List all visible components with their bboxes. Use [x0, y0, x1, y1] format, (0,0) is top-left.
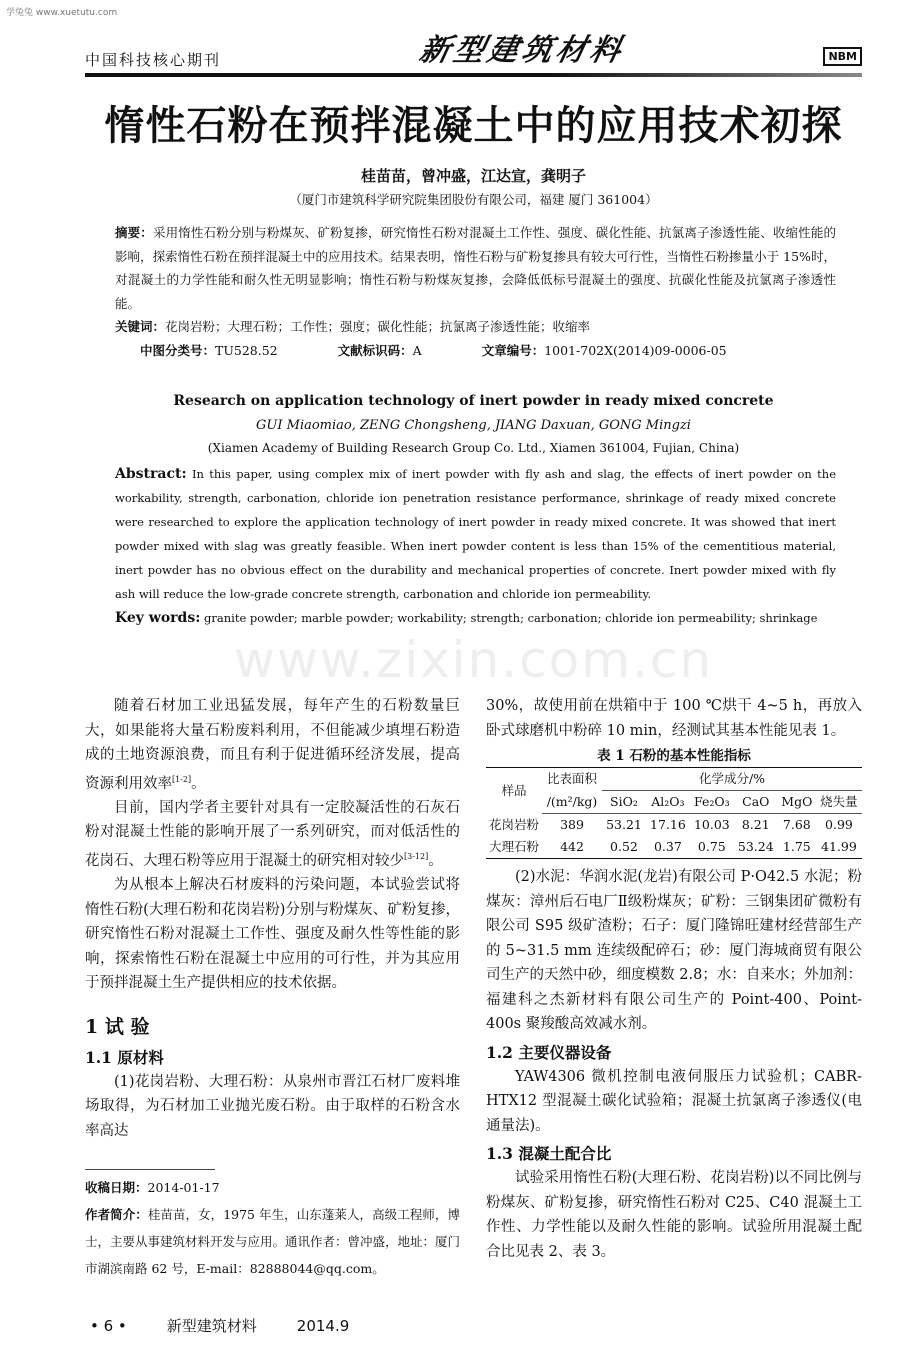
doc-label: 文献标识码： [337, 342, 413, 358]
row-sample: 大理石粉 [488, 839, 539, 854]
row-value: 10.03 [693, 817, 730, 832]
table-stone-powder-properties [486, 767, 862, 859]
page-number: • 6 • [90, 1317, 127, 1336]
header-chem-col: Al₂O₃ [646, 791, 690, 814]
article-number [482, 339, 727, 363]
affiliation: （厦门市建筑科学研究院集团股份有限公司，福建 厦门 361004） [289, 192, 658, 207]
article-label: 文章编号： [481, 342, 545, 358]
row-value: 53.24 [737, 839, 774, 854]
row-value: 0.52 [610, 839, 638, 854]
received-date [85, 1174, 460, 1201]
header-rule [85, 73, 862, 77]
header-chem-col: MgO [778, 791, 816, 814]
paragraph-text: 目前，国内学者主要针对具有一定胶凝活性的石灰石粉对混凝土性能的影响开展了一系列研究，而对低活性的花岗石、大理石粉等应用于混凝土的研究相对较少 [85, 799, 460, 869]
section-heading-1-2: 1.2 主要仪器设备 [486, 1042, 612, 1062]
intro-paragraph-2: 目前，国内学者主要针对具有一定胶凝活性的石灰石粉对混凝土性能的影响开展了一系列研究，而对低活性的花岗石、大理石粉等应用于混凝土的研究相对较少[3-12]。 [85, 799, 460, 869]
header-chem-col: SiO₂ [602, 791, 646, 814]
received-value: 2014-01-17 [147, 1180, 220, 1196]
row-value: 1.75 [782, 839, 811, 854]
row-value: 0.99 [825, 817, 853, 832]
header-chem-col: 烧失量 [816, 791, 862, 814]
keywords-cn [115, 315, 836, 339]
english-keywords [115, 606, 836, 630]
article-value: 1001-702X(2014)09-0006-05 [544, 342, 727, 358]
english-abstract [115, 462, 836, 606]
table-row [486, 836, 862, 859]
right-column [486, 694, 862, 1336]
materials-paragraph-2: (2)水泥：华润水泥(龙岩)有限公司 P·O42.5 水泥；粉煤灰：漳州后石电厂Ⅱ级粉煤灰；矿粉：三钢集团矿微粉有限公司 S95 级矿渣粉；石子：厦门隆锦旺建材经营部生产的 5~31.5 mm 连续级配碎石；砂：厦门海城商贸有限公司生产的天然中砂，细度模数 2.8；水：自来水；外加剂：福建科之杰新材料有限公司生产的 Point-400、Point-400s 聚羧酸高效减水剂。 [486, 869, 862, 1032]
row-value: 53.21 [606, 817, 642, 832]
row-value: 41.99 [821, 839, 857, 854]
table-caption: 表 1 石粉的基本性能指标 [597, 748, 751, 764]
keywords-label: 关键词： [115, 319, 166, 334]
chinese-abstract-block [115, 221, 836, 362]
materials-paragraph-1-cont: 30%，故使用前在烘箱中于 100 ℃烘干 4~5 h，再放入卧式球磨机中粉碎 10 min，经测试其基本性能见表 1。 [486, 698, 862, 739]
authors: 桂苗苗，曾冲盛，江达宣，龚明子 [360, 167, 586, 185]
header-area-unit: /(m²/kg) [542, 791, 602, 814]
row-value: 7.68 [782, 817, 811, 832]
author-bio-label: 作者简介： [85, 1207, 148, 1223]
citation: [3-12] [404, 851, 429, 861]
row-value: 0.37 [653, 839, 682, 854]
header-area: 比表面积 [546, 771, 597, 787]
journal-tag: 中国科技核心期刊 [85, 51, 222, 69]
english-keywords-text: granite powder; marble powder; workability; strength; carbonation; chloride ion permeability; shrinkage [204, 611, 818, 625]
paragraph-text: 随着石材加工业迅猛发展，每年产生的石粉数量巨大，如果能将大量石粉废料利用，不但能减少填埋石粉造成的土地资源浪费，而且有利于促进循环经济发展，提高资源利用效率 [85, 698, 460, 792]
abstract-cn [115, 221, 836, 315]
author-bio [85, 1201, 460, 1282]
footnote-rule [85, 1169, 215, 1170]
english-abstract-text: In this paper, using complex mix of inert powder with fly ash and slag, the effects of inert powder on the workability, strength, carbonation, chloride ion penetration resistance performance, shrinkage of ready mixed concrete were researched to explore the application technology of inert powder in ready mixed concrete. It was showed that inert powder mixed with slag was greatly feasible. When inert powder content is less than 15% of the cementitious material, inert powder has no obvious effect on the durability and mechanical properties of concrete. Inert powder mixed with fly ash will reduce the low-grade concrete strength, carbonation and chloride ion permeability. [115, 467, 836, 601]
keywords-text: 花岗岩粉；大理石粉；工作性；强度；碳化性能；抗氯离子渗透性能；收缩率 [165, 319, 591, 334]
page-footer [85, 1316, 460, 1336]
classification [115, 339, 836, 363]
row-area: 442 [560, 839, 584, 854]
body-columns [85, 694, 862, 1336]
citation: [1-2] [172, 774, 192, 784]
author-bio-text: 桂苗苗，女，1975 年生，山东蓬莱人，高级工程师，博士，主要从事建筑材料开发与应用。通讯作者：曾冲盛，地址：厦门市湖滨南路 62 号，E-mail：82888044@qq.com。 [85, 1207, 461, 1277]
footer-journal: 新型建筑材料 [166, 1317, 257, 1336]
english-abstract-block [115, 462, 836, 630]
materials-paragraph-1: (1)花岗岩粉、大理石粉：从泉州市晋江石材厂废料堆场取得，为石材加工业抛光废石粉。由于取样的石粉含水率高达 [85, 1073, 460, 1139]
mix-ratio-paragraph: 试验采用惰性石粉(大理石粉、花岗岩粉)以不同比例与粉煤灰、矿粉复掺，研究惰性石粉对 C25、C40 混凝土工作性、力学性能以及耐久性能的影响。试验所用混凝土配合比见表 2、表 3。 [486, 1170, 862, 1260]
journal-header [85, 26, 862, 70]
english-keywords-label: Key words: [115, 610, 201, 626]
footer-issue: 2014.9 [296, 1317, 350, 1336]
header-chem: 化学成分/% [698, 771, 766, 786]
clc-value: TU528.52 [215, 342, 278, 358]
paper-title: 惰性石粉在预拌混凝土中的应用技术初探 [104, 103, 843, 149]
english-abstract-label: Abstract: [115, 466, 187, 482]
english-authors: GUI Miaomiao, ZENG Chongsheng, JIANG Daxuan, GONG Mingzi [256, 418, 691, 433]
doc [338, 339, 422, 363]
intro-paragraph-3: 为从根本上解决石材废料的污染问题，本试验尝试将惰性石粉(大理石粉和花岗岩粉)分别与粉煤灰、矿粉复掺，研究惰性石粉对混凝土工作性、强度及耐久性等性能的影响，探索惰性石粉在混凝土中应用的可行性，并为其应用于预拌混凝土生产提供相应的技术依据。 [85, 877, 460, 992]
header-sample: 样品 [501, 782, 527, 798]
row-sample: 花岗岩粉 [488, 816, 539, 832]
row-value: 17.16 [650, 817, 686, 832]
abstract-text: 采用惰性石粉分别与粉煤灰、矿粉复掺，研究惰性石粉对混凝土工作性、强度、碳化性能、抗氯离子渗透性能、收缩性能的影响，探索惰性石粉在预拌混凝土中的应用技术。结果表明，惰性石粉与矿粉复掺具有较大可行性，当惰性石粉掺量小于 15%时，对混凝土的力学性能和耐久性无明显影响；惰性石粉与粉煤灰复掺，会降低低标号混凝土的强度、抗碳化性能及抗氯离子渗透性能。 [115, 225, 836, 311]
center-watermark: www.zixin.com.cn [233, 631, 714, 689]
journal-logo: 新型建筑材料 [416, 33, 629, 68]
site-watermark: 学兔兔 www.xuetutu.com [6, 8, 118, 18]
received-label: 收稿日期： [85, 1180, 148, 1196]
english-title: Research on application technology of inert powder in ready mixed concrete [173, 393, 774, 409]
english-affiliation: (Xiamen Academy of Building Research Group Co. Ltd., Xiamen 361004, Fujian, China) [207, 441, 740, 455]
clc [140, 339, 278, 363]
row-area: 389 [560, 817, 584, 832]
table-row [486, 814, 862, 837]
abstract-label: 摘要： [115, 225, 153, 240]
equipment-paragraph: YAW4306 微机控制电液伺服压力试验机；CABR-HTX12 型混凝土碳化试验箱；混凝土抗氯离子渗透仪(电通量法)。 [486, 1068, 862, 1134]
left-column [85, 694, 460, 1336]
section-heading-1-3: 1.3 混凝土配合比 [486, 1144, 612, 1163]
nbm-badge: NBM [823, 47, 862, 66]
clc-label: 中图分类号： [140, 342, 216, 358]
intro-paragraph-1: 随着石材加工业迅猛发展，每年产生的石粉数量巨大，如果能将大量石粉废料利用，不但能减少填埋石粉造成的土地资源浪费，而且有利于促进循环经济发展，提高资源利用效率[1-2]。 [85, 698, 460, 792]
header-chem-col: Fe₂O₃ [690, 791, 734, 814]
section-heading-1: 1 试 验 [85, 1015, 150, 1038]
header-chem-col: CaO [734, 791, 778, 814]
row-value: 0.75 [697, 839, 726, 854]
row-value: 8.21 [741, 817, 770, 832]
section-heading-1-1: 1.1 原材料 [85, 1047, 164, 1067]
doc-value: A [412, 342, 422, 358]
